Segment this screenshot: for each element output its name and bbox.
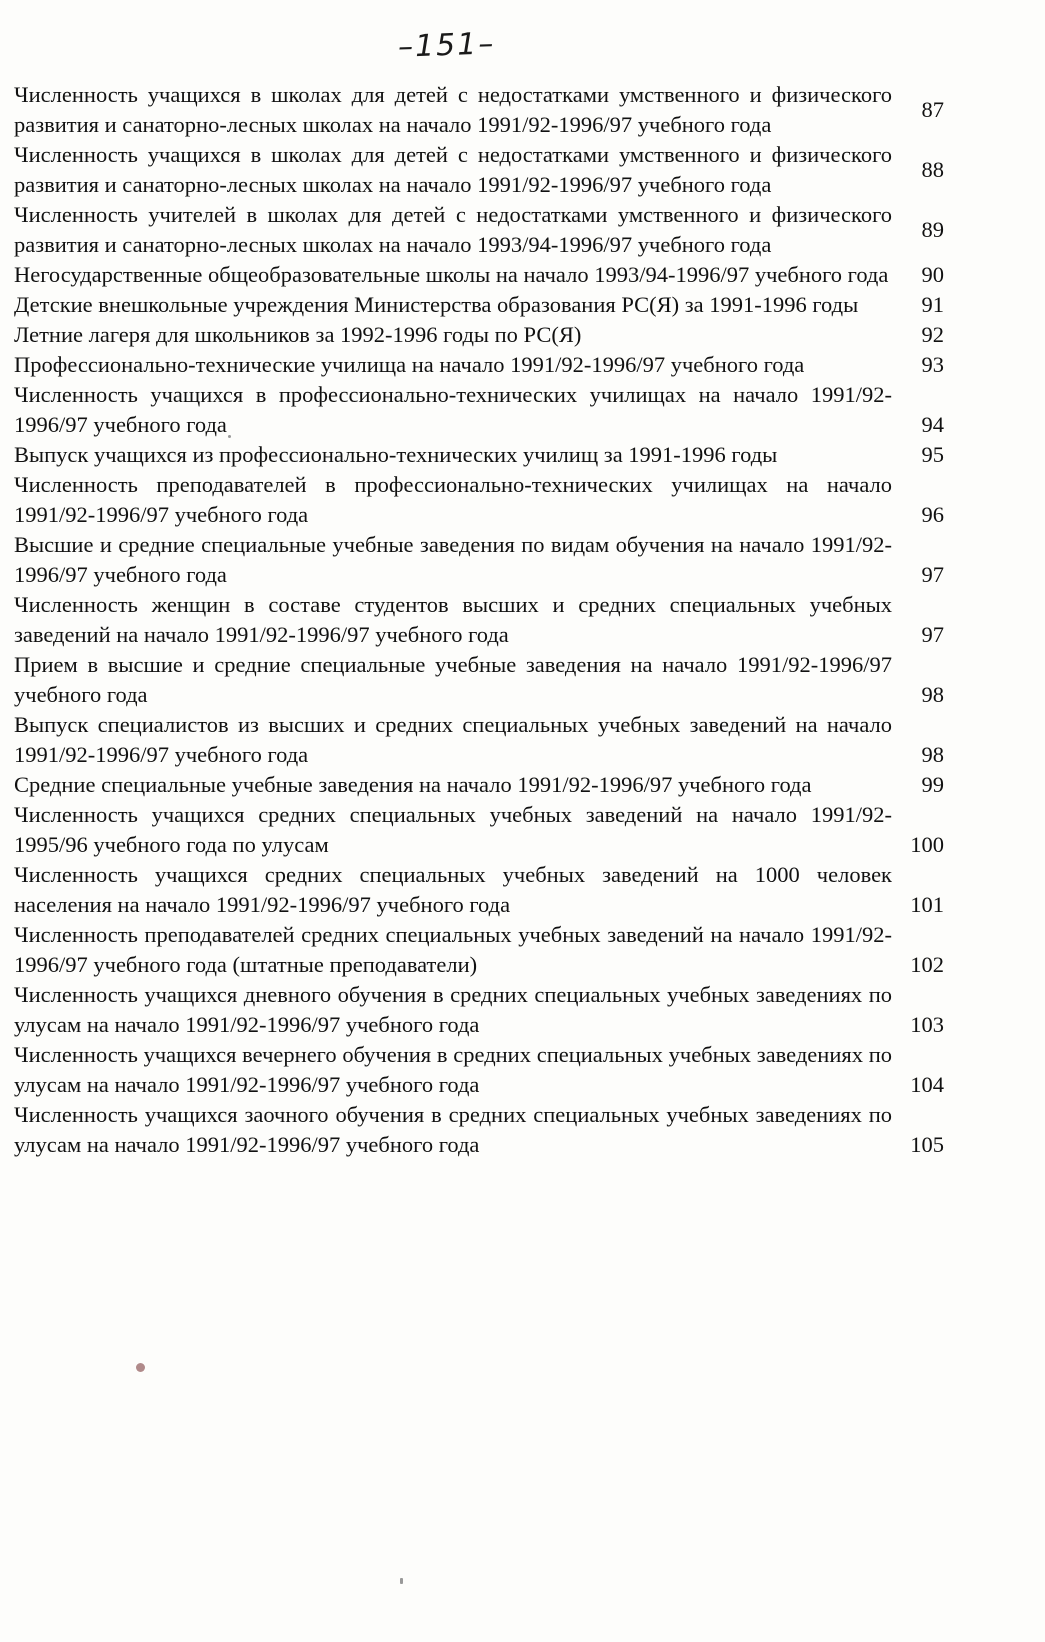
toc-entry-title: Летние лагеря для школьников за 1992-1996 годы по РС(Я) xyxy=(14,322,582,347)
toc-entry xyxy=(14,980,944,1040)
toc-entry-page: 95 xyxy=(921,442,944,467)
toc-entry xyxy=(14,260,944,290)
toc-entry-page: 87 xyxy=(921,97,944,122)
toc-entry xyxy=(14,380,944,440)
toc-entry-page: 94 xyxy=(921,412,944,437)
toc-entry-page: 90 xyxy=(921,262,944,287)
toc-entry xyxy=(14,710,944,770)
toc-entry-page: 91 xyxy=(921,292,944,317)
toc-entry-title: Численность учащихся дневного обучения в средних специальных учебных заведениях по улусам на начало 1991/92-1996/97 учебного года xyxy=(14,982,892,1037)
toc-entry-title: Негосударственные общеобразовательные школы на начало 1993/94-1996/97 учебного года xyxy=(14,262,889,287)
toc-entry xyxy=(14,590,944,650)
toc-entry xyxy=(14,80,944,140)
toc-entry-title: Высшие и средние специальные учебные заведения по видам обучения на начало 1991/92-1996/97 учебного года xyxy=(14,532,892,587)
toc-entry xyxy=(14,290,944,320)
toc-entry xyxy=(14,1040,944,1100)
toc-entry xyxy=(14,860,944,920)
toc-entry-page: 93 xyxy=(921,352,944,377)
toc-entry xyxy=(14,800,944,860)
toc-entry-title: Численность учащихся в школах для детей с недостатками умственного и физического развития и санаторно-лесных школах на начало 1991/92-1996/97 учебного года xyxy=(14,142,892,197)
table-of-contents xyxy=(14,80,944,1160)
toc-entry xyxy=(14,650,944,710)
toc-entry-title: Численность учащихся средних специальных учебных заведений на 1000 человек населения на начало 1991/92-1996/97 учебного года xyxy=(14,862,892,917)
toc-entry xyxy=(14,920,944,980)
toc-entry-title: Профессионально-технические училища на начало 1991/92-1996/97 учебного года xyxy=(14,352,805,377)
toc-entry-title: Численность учащихся в профессионально-технических училищах на начало 1991/92-1996/97 учебного года xyxy=(14,382,892,437)
toc-entry-title: Численность учащихся в школах для детей с недостатками умственного и физического развития и санаторно-лесных школах на начало 1991/92-1996/97 учебного года xyxy=(14,82,892,137)
toc-entry-title: Численность учащихся вечернего обучения в средних специальных учебных заведениях по улусам на начало 1991/92-1996/97 учебного года xyxy=(14,1042,892,1097)
toc-entry-page: 102 xyxy=(910,952,944,977)
toc-entry-title: Средние специальные учебные заведения на начало 1991/92-1996/97 учебного года xyxy=(14,772,812,797)
toc-entry-page: 89 xyxy=(921,217,944,242)
toc-entry xyxy=(14,350,944,380)
toc-entry-title: Детские внешкольные учреждения Министерства образования РС(Я) за 1991-1996 годы xyxy=(14,292,859,317)
page-number: –151– xyxy=(397,26,496,65)
toc-entry-title: Численность женщин в составе студентов высших и средних специальных учебных заведений на начало 1991/92-1996/97 учебного года xyxy=(14,592,892,647)
toc-entry-page: 97 xyxy=(921,562,944,587)
toc-entry-title: Численность преподавателей в профессионально-технических училищах на начало 1991/92-1996/97 учебного года xyxy=(14,472,892,527)
toc-entry-page: 96 xyxy=(921,502,944,527)
toc-entry-page: 100 xyxy=(910,832,944,857)
toc-entry-page: 97 xyxy=(921,622,944,647)
toc-entry-page: 98 xyxy=(921,742,944,767)
toc-entry xyxy=(14,530,944,590)
toc-entry xyxy=(14,140,944,200)
toc-entry-title: Прием в высшие и средние специальные учебные заведения на начало 1991/92-1996/97 учебного года xyxy=(14,652,892,707)
toc-entry-page: 101 xyxy=(910,892,944,917)
toc-entry-page: 98 xyxy=(921,682,944,707)
toc-entry-title: Численность учителей в школах для детей с недостатками умственного и физического развития и санаторно-лесных школах на начало 1993/94-1996/97 учебного года xyxy=(14,202,892,257)
toc-entry-page: 92 xyxy=(921,322,944,347)
toc-entry-title: Численность учащихся заочного обучения в средних специальных учебных заведениях по улусам на начало 1991/92-1996/97 учебного года xyxy=(14,1102,892,1157)
scan-speck xyxy=(136,1363,145,1372)
toc-entry xyxy=(14,440,944,470)
toc-entry-page: 103 xyxy=(910,1012,944,1037)
scan-speck xyxy=(228,435,231,438)
toc-entry xyxy=(14,1100,944,1160)
toc-entry-title: Выпуск учащихся из профессионально-технических училищ за 1991-1996 годы xyxy=(14,442,778,467)
toc-entry-title: Выпуск специалистов из высших и средних специальных учебных заведений на начало 1991/92-1996/97 учебного года xyxy=(14,712,892,767)
toc-entry xyxy=(14,470,944,530)
toc-entry-title: Численность преподавателей средних специальных учебных заведений на начало 1991/92-1996/97 учебного года (штатные преподаватели) xyxy=(14,922,892,977)
toc-entry-page: 104 xyxy=(910,1072,944,1097)
toc-entry xyxy=(14,770,944,800)
toc-entry xyxy=(14,320,944,350)
toc-entry-title: Численность учащихся средних специальных учебных заведений на начало 1991/92-1995/96 учебного года по улусам xyxy=(14,802,892,857)
scan-speck xyxy=(400,1578,403,1584)
toc-entry-page: 88 xyxy=(921,157,944,182)
toc-entry-page: 99 xyxy=(921,772,944,797)
toc-entry xyxy=(14,200,944,260)
toc-entry-page: 105 xyxy=(910,1132,944,1157)
